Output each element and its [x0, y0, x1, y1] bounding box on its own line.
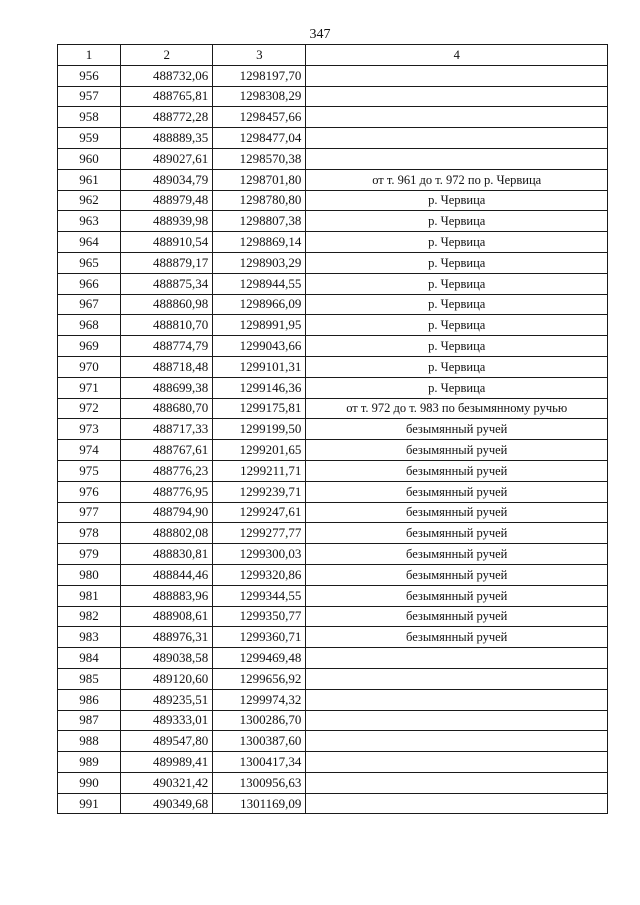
y-coordinate-cell: 1299974,32 [213, 689, 306, 710]
table-row [58, 752, 608, 773]
x-coordinate-cell: 488844,46 [121, 564, 213, 585]
point-number-cell: 980 [58, 564, 121, 585]
description-cell [306, 148, 608, 169]
y-coordinate-cell: 1298869,14 [213, 232, 306, 253]
x-coordinate-cell: 489034,79 [121, 169, 213, 190]
description-cell [306, 648, 608, 669]
y-coordinate-cell: 1298780,80 [213, 190, 306, 211]
table-row [58, 252, 608, 273]
description-cell: р. Червица [306, 252, 608, 273]
table-row [58, 502, 608, 523]
table-row [58, 772, 608, 793]
point-number-cell: 956 [58, 65, 121, 86]
x-coordinate-cell: 488767,61 [121, 440, 213, 461]
x-coordinate-cell: 488810,70 [121, 315, 213, 336]
table-row [58, 232, 608, 253]
column-header-2: 2 [121, 45, 213, 66]
y-coordinate-cell: 1299656,92 [213, 668, 306, 689]
page-number: 347 [309, 27, 331, 42]
y-coordinate-cell: 1299469,48 [213, 648, 306, 669]
table-row [58, 398, 608, 419]
point-number-cell: 979 [58, 544, 121, 565]
y-coordinate-cell: 1298701,80 [213, 169, 306, 190]
table-row [58, 65, 608, 86]
point-number-cell: 976 [58, 481, 121, 502]
y-coordinate-cell: 1299247,61 [213, 502, 306, 523]
description-cell: безымянный ручей [306, 523, 608, 544]
description-cell: безымянный ручей [306, 440, 608, 461]
point-number-cell: 987 [58, 710, 121, 731]
y-coordinate-cell: 1300387,60 [213, 731, 306, 752]
description-cell: р. Червица [306, 336, 608, 357]
y-coordinate-cell: 1300286,70 [213, 710, 306, 731]
x-coordinate-cell: 489027,61 [121, 148, 213, 169]
y-coordinate-cell: 1298308,29 [213, 86, 306, 107]
x-coordinate-cell: 488979,48 [121, 190, 213, 211]
description-cell [306, 65, 608, 86]
x-coordinate-cell: 488889,35 [121, 128, 213, 149]
point-number-cell: 989 [58, 752, 121, 773]
table-row [58, 523, 608, 544]
table-row [58, 668, 608, 689]
table-row [58, 148, 608, 169]
x-coordinate-cell: 489038,58 [121, 648, 213, 669]
table-row [58, 648, 608, 669]
x-coordinate-cell: 488879,17 [121, 252, 213, 273]
point-number-cell: 962 [58, 190, 121, 211]
table-row [58, 440, 608, 461]
description-cell [306, 731, 608, 752]
point-number-cell: 969 [58, 336, 121, 357]
table-row [58, 356, 608, 377]
y-coordinate-cell: 1299201,65 [213, 440, 306, 461]
description-cell: безымянный ручей [306, 419, 608, 440]
table-row [58, 689, 608, 710]
y-coordinate-cell: 1298807,38 [213, 211, 306, 232]
description-cell: безымянный ручей [306, 502, 608, 523]
point-number-cell: 964 [58, 232, 121, 253]
table-row [58, 731, 608, 752]
point-number-cell: 975 [58, 460, 121, 481]
table-row [58, 606, 608, 627]
point-number-cell: 990 [58, 772, 121, 793]
x-coordinate-cell: 488976,31 [121, 627, 213, 648]
description-cell: р. Червица [306, 294, 608, 315]
description-cell [306, 689, 608, 710]
description-cell: безымянный ручей [306, 544, 608, 565]
x-coordinate-cell: 488699,38 [121, 377, 213, 398]
y-coordinate-cell: 1299300,03 [213, 544, 306, 565]
description-cell: р. Червица [306, 356, 608, 377]
y-coordinate-cell: 1298944,55 [213, 273, 306, 294]
x-coordinate-cell: 488830,81 [121, 544, 213, 565]
table-row [58, 544, 608, 565]
column-header-3: 3 [213, 45, 306, 66]
table-row [58, 128, 608, 149]
x-coordinate-cell: 489333,01 [121, 710, 213, 731]
point-number-cell: 971 [58, 377, 121, 398]
column-header-1: 1 [58, 45, 121, 66]
y-coordinate-cell: 1299175,81 [213, 398, 306, 419]
description-cell [306, 107, 608, 128]
point-number-cell: 974 [58, 440, 121, 461]
x-coordinate-cell: 488910,54 [121, 232, 213, 253]
description-cell [306, 772, 608, 793]
table-row [58, 107, 608, 128]
description-cell [306, 668, 608, 689]
description-cell: безымянный ручей [306, 564, 608, 585]
table-body [58, 65, 608, 814]
y-coordinate-cell: 1300956,63 [213, 772, 306, 793]
x-coordinate-cell: 488765,81 [121, 86, 213, 107]
description-cell: безымянный ручей [306, 627, 608, 648]
column-header-4: 4 [306, 45, 608, 66]
point-number-cell: 988 [58, 731, 121, 752]
table-row [58, 336, 608, 357]
table-row [58, 564, 608, 585]
point-number-cell: 957 [58, 86, 121, 107]
y-coordinate-cell: 1298197,70 [213, 65, 306, 86]
description-cell: р. Червица [306, 315, 608, 336]
table-row [58, 86, 608, 107]
point-number-cell: 965 [58, 252, 121, 273]
x-coordinate-cell: 488776,95 [121, 481, 213, 502]
x-coordinate-cell: 488883,96 [121, 585, 213, 606]
point-number-cell: 986 [58, 689, 121, 710]
x-coordinate-cell: 488718,48 [121, 356, 213, 377]
table-row [58, 377, 608, 398]
description-cell: безымянный ручей [306, 606, 608, 627]
y-coordinate-cell: 1299101,31 [213, 356, 306, 377]
y-coordinate-cell: 1298903,29 [213, 252, 306, 273]
table-row [58, 315, 608, 336]
y-coordinate-cell: 1299344,55 [213, 585, 306, 606]
description-cell: р. Червица [306, 273, 608, 294]
y-coordinate-cell: 1299199,50 [213, 419, 306, 440]
coordinates-table [57, 44, 608, 814]
x-coordinate-cell: 489547,80 [121, 731, 213, 752]
y-coordinate-cell: 1299360,71 [213, 627, 306, 648]
point-number-cell: 963 [58, 211, 121, 232]
x-coordinate-cell: 489989,41 [121, 752, 213, 773]
x-coordinate-cell: 488717,33 [121, 419, 213, 440]
table-row [58, 627, 608, 648]
y-coordinate-cell: 1299043,66 [213, 336, 306, 357]
x-coordinate-cell: 490321,42 [121, 772, 213, 793]
table-row [58, 419, 608, 440]
description-cell: р. Червица [306, 377, 608, 398]
table-row [58, 273, 608, 294]
y-coordinate-cell: 1298966,09 [213, 294, 306, 315]
x-coordinate-cell: 488732,06 [121, 65, 213, 86]
y-coordinate-cell: 1298457,66 [213, 107, 306, 128]
x-coordinate-cell: 488776,23 [121, 460, 213, 481]
x-coordinate-cell: 488772,28 [121, 107, 213, 128]
point-number-cell: 966 [58, 273, 121, 294]
description-cell [306, 710, 608, 731]
point-number-cell: 973 [58, 419, 121, 440]
table-row [58, 481, 608, 502]
point-number-cell: 970 [58, 356, 121, 377]
description-cell: безымянный ручей [306, 460, 608, 481]
point-number-cell: 961 [58, 169, 121, 190]
point-number-cell: 960 [58, 148, 121, 169]
x-coordinate-cell: 489235,51 [121, 689, 213, 710]
point-number-cell: 982 [58, 606, 121, 627]
x-coordinate-cell: 488794,90 [121, 502, 213, 523]
y-coordinate-cell: 1299211,71 [213, 460, 306, 481]
x-coordinate-cell: 488908,61 [121, 606, 213, 627]
y-coordinate-cell: 1298477,04 [213, 128, 306, 149]
y-coordinate-cell: 1299277,77 [213, 523, 306, 544]
x-coordinate-cell: 488875,34 [121, 273, 213, 294]
x-coordinate-cell: 488860,98 [121, 294, 213, 315]
point-number-cell: 977 [58, 502, 121, 523]
description-cell: р. Червица [306, 190, 608, 211]
point-number-cell: 972 [58, 398, 121, 419]
point-number-cell: 978 [58, 523, 121, 544]
point-number-cell: 959 [58, 128, 121, 149]
description-cell: от т. 972 до т. 983 по безымянному ручью [306, 398, 608, 419]
y-coordinate-cell: 1299350,77 [213, 606, 306, 627]
y-coordinate-cell: 1301169,09 [213, 793, 306, 814]
table-row [58, 211, 608, 232]
point-number-cell: 983 [58, 627, 121, 648]
x-coordinate-cell: 488939,98 [121, 211, 213, 232]
x-coordinate-cell: 488802,08 [121, 523, 213, 544]
x-coordinate-cell: 489120,60 [121, 668, 213, 689]
y-coordinate-cell: 1300417,34 [213, 752, 306, 773]
y-coordinate-cell: 1299146,36 [213, 377, 306, 398]
description-cell: р. Червица [306, 211, 608, 232]
point-number-cell: 958 [58, 107, 121, 128]
table-row [58, 793, 608, 814]
point-number-cell: 981 [58, 585, 121, 606]
y-coordinate-cell: 1299320,86 [213, 564, 306, 585]
description-cell: безымянный ручей [306, 585, 608, 606]
description-cell: р. Червица [306, 232, 608, 253]
x-coordinate-cell: 488774,79 [121, 336, 213, 357]
point-number-cell: 968 [58, 315, 121, 336]
table-row [58, 710, 608, 731]
table-row [58, 585, 608, 606]
description-cell: от т. 961 до т. 972 по р. Червица [306, 169, 608, 190]
table-row [58, 169, 608, 190]
point-number-cell: 984 [58, 648, 121, 669]
x-coordinate-cell: 488680,70 [121, 398, 213, 419]
y-coordinate-cell: 1298991,95 [213, 315, 306, 336]
description-cell [306, 793, 608, 814]
y-coordinate-cell: 1298570,38 [213, 148, 306, 169]
y-coordinate-cell: 1299239,71 [213, 481, 306, 502]
x-coordinate-cell: 490349,68 [121, 793, 213, 814]
point-number-cell: 991 [58, 793, 121, 814]
table-row [58, 190, 608, 211]
point-number-cell: 985 [58, 668, 121, 689]
table-row [58, 294, 608, 315]
table-row [58, 460, 608, 481]
description-cell [306, 752, 608, 773]
description-cell [306, 128, 608, 149]
description-cell [306, 86, 608, 107]
point-number-cell: 967 [58, 294, 121, 315]
description-cell: безымянный ручей [306, 481, 608, 502]
table-header-row [58, 45, 608, 66]
